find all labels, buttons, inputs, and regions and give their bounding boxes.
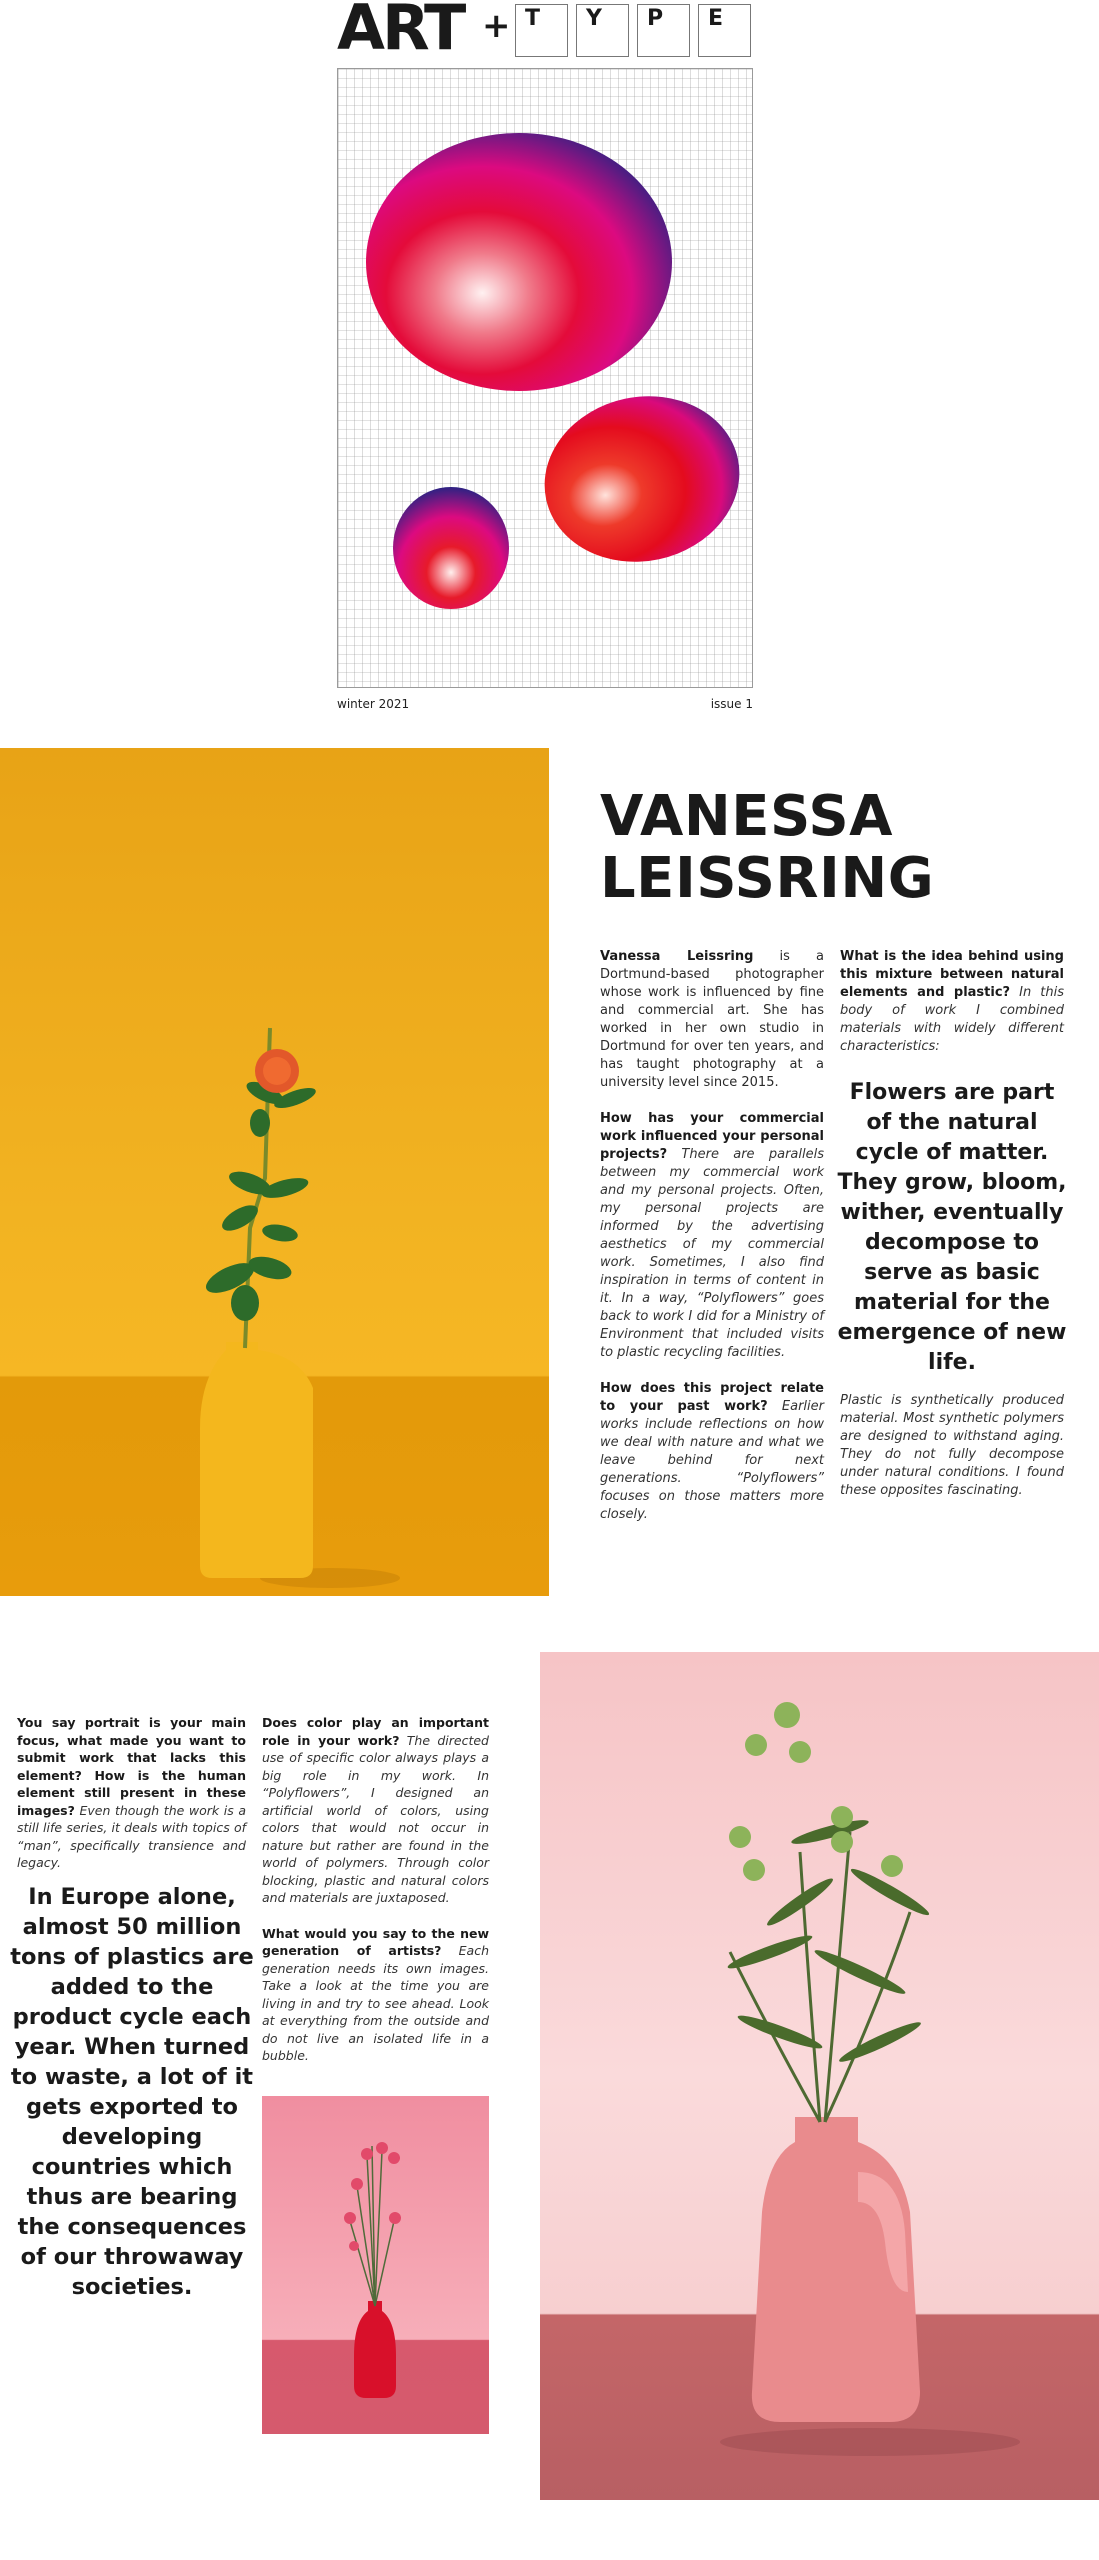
pink-jug-plant-image — [540, 1652, 1099, 2500]
article-column-2 — [840, 948, 1064, 1074]
masthead-plus: + — [482, 6, 511, 46]
question: What is the idea behind using this mixture between natural elements and plastic? — [840, 949, 1064, 1000]
plastic-text: Plastic is synthetically produced material. Most synthetic polymers are designed to withstand aging. They do not fully decompose under natural conditions. I found these opposites fascinating. — [840, 1393, 1064, 1498]
masthead-letter: Y — [586, 6, 602, 31]
intro-name: Vanessa Leissring — [600, 949, 754, 964]
masthead-letter-box — [637, 4, 690, 57]
question: What would you say to the new generation of artists? — [262, 1925, 489, 1958]
warped-grid-blobs-image — [338, 69, 753, 688]
answer: Even though the work is a still life series, it deals with topics of “man”, specifically transience and legacy. — [17, 1802, 246, 1870]
masthead-logo — [337, 0, 753, 62]
photo-yellow-bottle-safflower — [0, 748, 549, 1596]
intro-paragraph — [600, 948, 824, 1092]
question: You say portrait is your main focus, what made you want to submit work that lacks this element? How is the human element still present in these images? — [17, 1715, 246, 1818]
title-last-name: LEISSRING — [600, 846, 935, 911]
intro-text: is a Dortmund-based photographer whose work is influenced by fine and commercial art. She has worked in her own studio in Dortmund for over ten years, and has taught photography at a university level since 2015. — [600, 949, 824, 1090]
answer: There are parallels between my commercial work and my personal projects. Often, my personal projects are informed by the advertising aesthetics of my commercial work. Sometimes, I also find inspiration in terms of content in it. In a way, “Polyflowers” goes back to work I did for a Ministry of Environment that included visits to plastic recycling facilities. — [600, 1147, 824, 1360]
question: How has your commercial work influenced your personal projects? — [600, 1111, 824, 1162]
masthead-art: ART — [337, 0, 464, 64]
qa-block — [262, 1714, 489, 1907]
cover-season: winter 2021 — [337, 697, 410, 711]
qa-block — [262, 1925, 489, 2065]
answer: Each generation needs its own images. Take a look at the time you are living in and try to see ahead. Look at everything from the outside and do not live an isolated life in a bubble. — [262, 1943, 489, 2063]
masthead-letter-box — [576, 4, 629, 57]
qa-block — [840, 948, 1064, 1056]
answer: The directed use of specific color always plays a big role in my work. In “Polyflowers”, I designed an artificial world of colors, using colors that would not occur in nature but rather are found in the world of polymers. Through color blocking, plastic and natural colors and materials are juxtaposed. — [262, 1732, 489, 1905]
masthead-letter-box — [698, 4, 751, 57]
question: Does color play an important role in your work? — [262, 1715, 489, 1748]
pull-quote-flowers: Flowers are part of the natural cycle of matter. They grow, bloom, wither, eventually decompose to serve as basic material for the emergence of new life. — [837, 1080, 1067, 1375]
article-title — [600, 786, 934, 910]
article-column-1 — [600, 948, 824, 1542]
article-column-3 — [17, 1714, 246, 1890]
title-first-name: VANESSA — [600, 784, 893, 849]
photo-red-bottle-carnations — [262, 2096, 489, 2434]
masthead-letter: T — [525, 6, 541, 31]
magazine-cover — [337, 0, 753, 720]
qa-block — [600, 1110, 824, 1362]
red-bottle-carnations-image — [262, 2096, 489, 2434]
qa-block — [17, 1714, 246, 1872]
cover-artwork — [337, 68, 753, 688]
qa-block — [600, 1380, 824, 1524]
photo-pink-jug-leucadendron — [540, 1652, 1099, 2500]
yellow-bottle-flower-image — [0, 748, 549, 1596]
question: How does this project relate to your past work? — [600, 1381, 824, 1414]
answer: Earlier works include reflections on how we deal with nature and what we leave behind for next generations. “Polyflowers” focuses on those matters more closely. — [600, 1399, 824, 1522]
masthead-letter: E — [708, 6, 724, 31]
cover-issue-number: issue 1 — [710, 697, 753, 711]
pull-quote-plastics: In Europe alone, almost 50 million tons of plastics are added to the product cycle each year. When turned to waste, a lot of it gets exported to developing countries which thus are bearing the consequences of our throwaway societies. — [10, 1884, 254, 2300]
masthead-letter-box — [515, 4, 568, 57]
answer: In this body of work I combined materials with widely different characteristics: — [840, 985, 1065, 1054]
masthead-letter: P — [647, 6, 664, 31]
plastic-paragraph — [840, 1392, 1064, 1518]
article-column-4 — [262, 1714, 489, 2083]
